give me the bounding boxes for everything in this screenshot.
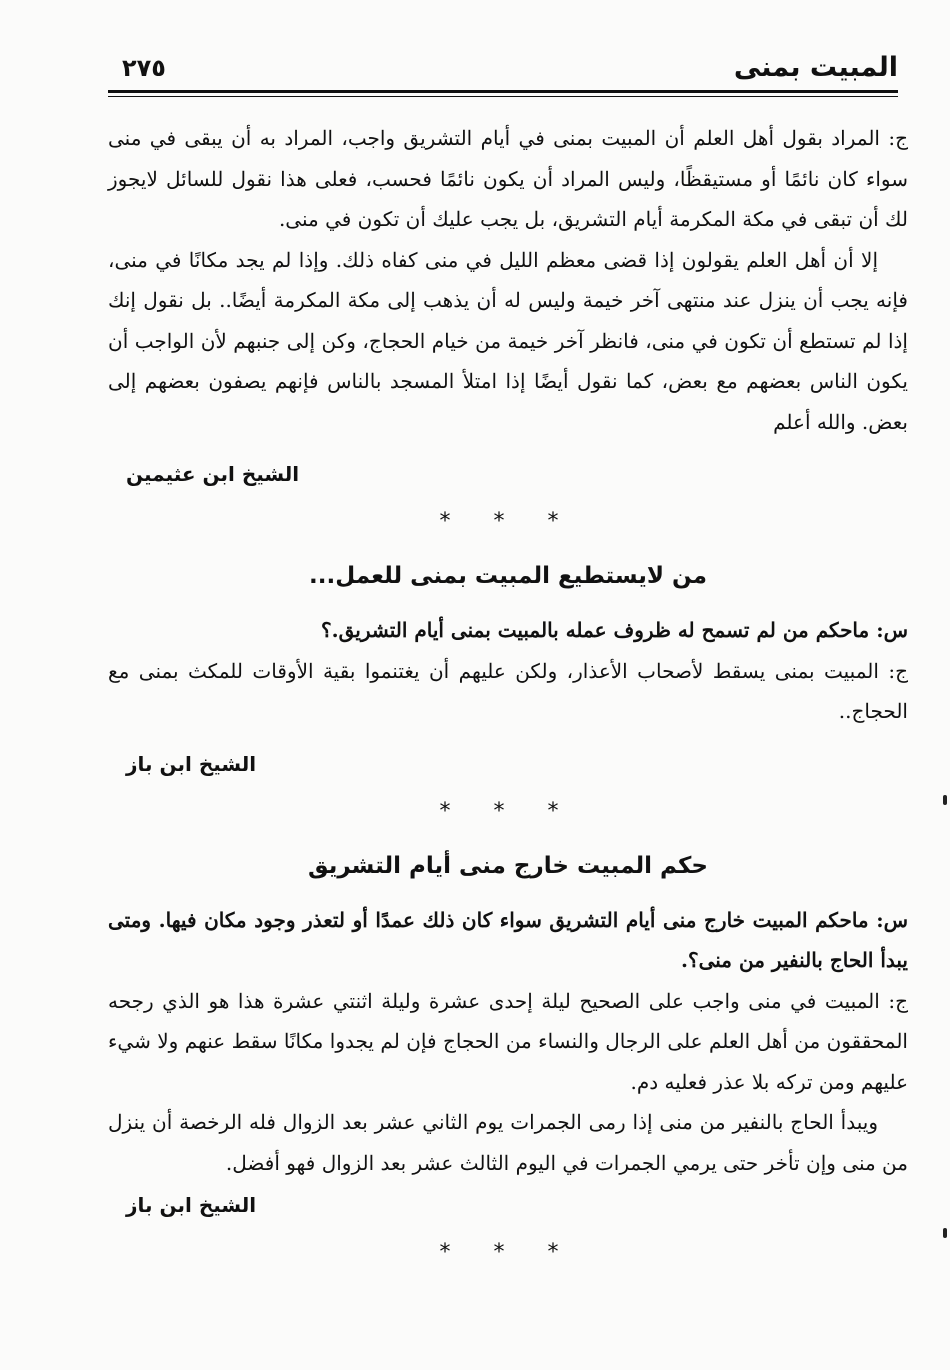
answer-paragraph-4: ج: المبيت في منى واجب على الصحيح ليلة إحدى عشرة وليلة اثنتي عشرة هذا هو الذي رجحه المحققون من أهل العلم على الرجال والنساء من الحجاج فإن لم يجدوا مكانًا سقط عنهم ولا شيء عليهم ومن تركه بلا عذر فعليه دم.: [108, 988, 908, 1094]
header-rule-thick: [108, 90, 898, 93]
answer-paragraph-2: إلا أن أهل العلم يقولون إذا قضى معظم الليل في منى كفاه ذلك. وإذا لم يجد مكانًا في منى، فإنه يجب أن ينزل عند منتهى آخر خيمة وليس له أن يذهب إلى مكة المكرمة أيضًا.. بل نقول إنك إذا لم تستطع أن تكون في منى، فانظر آخر خيمة من خيام الحجاج، وكن إلى جنبهم لأن الواجب أن يكون الناس بعضهم مع بعض، كما نقول أيضًا إذا امتلأ المسجد بالناس فإنهم يصفون بعضهم إلى بعض. والله أعلم: [108, 247, 908, 434]
answer-paragraph-5: ويبدأ الحاج بالنفير من منى إذا رمى الجمرات يوم الثاني عشر بعد الزوال فله الرخصة أن ينزل من منى وإن تأخر حتى يرمي الجمرات في اليوم الثالث عشر بعد الزوال فهو أفضل.: [108, 1110, 908, 1175]
section-heading-3: حكم المبيت خارج منى أيام التشريق: [307, 852, 709, 879]
section-divider-2: * * *: [439, 798, 577, 824]
answer-paragraph-1: ج: المراد بقول أهل العلم أن المبيت بمنى في أيام التشريق واجب، المراد به أن يبقى في منى سواء كان نائمًا أو مستيقظًا، وليس المراد أن يكون نائمًا فحسب، فعلى هذا نقول للسائل لايجوز لك أن تبقى في مكة المكرمة أيام التشريق، بل يجب عليك أن تكون في منى.: [108, 126, 908, 231]
question-paragraph-2: س: ماحكم من لم تسمح له ظروف عمله بالمبيت بمنى أيام التشريق.؟: [321, 618, 908, 642]
section-divider-3: * * *: [439, 1240, 577, 1265]
header-rule-thin: [108, 96, 898, 97]
section-divider-1: * * *: [439, 509, 577, 534]
section-heading-2: من لايستطيع المبيت بمنى للعمل...: [309, 563, 707, 589]
signature-ibn-uthaymeen: الشيخ ابن عثيمين: [126, 462, 300, 486]
running-title: المبيت بمنى: [733, 52, 898, 83]
signature-ibn-baz-1: الشيخ ابن باز: [126, 751, 257, 776]
scan-margin-mark: [943, 1228, 947, 1238]
answer-paragraph-3: ج: المبيت بمنى يسقط لأصحاب الأعذار، ولكن عليهم أن يغتنموا بقية الأوقات للمكث بمنى مع الحجاج..: [108, 658, 908, 723]
page-header: [108, 52, 898, 92]
page-body: [108, 118, 908, 1279]
scan-margin-mark: [943, 795, 947, 805]
question-paragraph-3: س: ماحكم المبيت خارج منى أيام التشريق سواء كان ذلك عمدًا أو لتعذر وجود مكان فيها. ومتى يبدأ الحاج بالنفير من منى؟.: [108, 907, 908, 972]
signature-ibn-baz-2: الشيخ ابن باز: [126, 1193, 257, 1217]
page-number: ٢٧٥: [122, 54, 166, 82]
